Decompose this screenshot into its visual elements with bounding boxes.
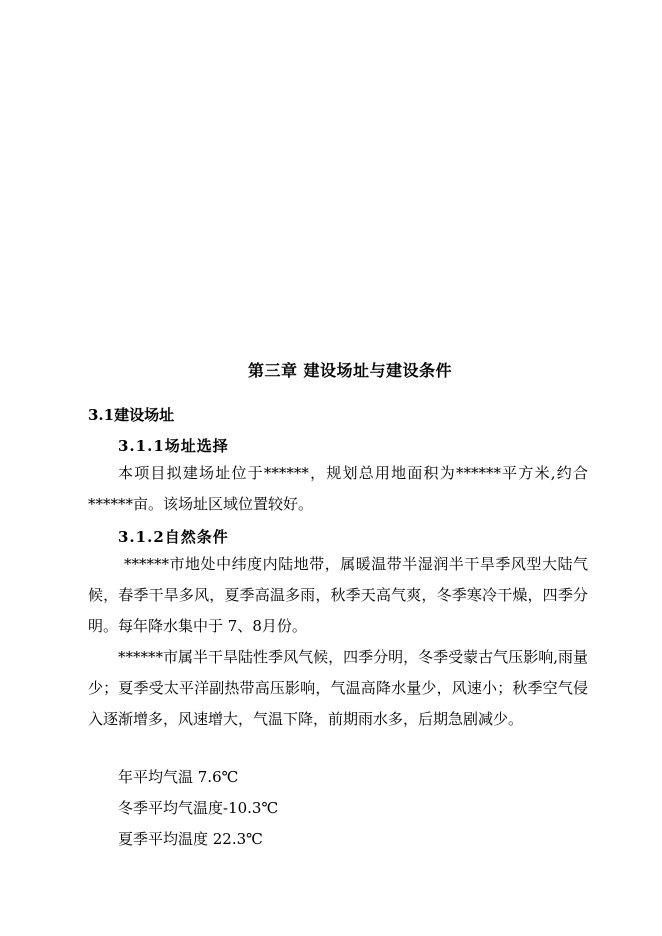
natural-conditions-paragraph-2: ******市属半干旱陆性季风气候，四季分明，冬季受蒙古气压影响,雨量少；夏季受太平洋副热带高压影响，气温高降水量少，风速小；秋季空气侵入逐渐增多，风速增大，气温下降，前期雨水多，后期急剧减少。 [88,648,588,728]
summer-average-temperature: 夏季平均温度 22.3℃ [118,830,263,848]
subsection-heading-3-1-1: 3.1.1场址选择 [118,437,229,455]
annual-average-temperature: 年平均气温 7.6℃ [118,768,239,786]
chapter-title: 第三章 建设场址与建设条件 [247,361,453,380]
subsection-heading-3-1-2: 3.1.2自然条件 [118,528,229,546]
natural-conditions-paragraph-1: ******市地处中纬度内陆地带，属暖温带半湿润半干旱季风型大陆气候，春季干旱多风，夏季高温多雨，秋季天高气爽，冬季寒冷干燥，四季分明。每年降水集中于 7、8月份。 [88,555,588,635]
winter-average-temperature: 冬季平均气温度-10.3℃ [118,799,279,817]
section-heading-3-1: 3.1建设场址 [88,406,175,424]
site-selection-paragraph: 本项目拟建场址位于******，规划总用地面积为******平方米,约合******亩。该场址区域位置较好。 [88,464,588,513]
